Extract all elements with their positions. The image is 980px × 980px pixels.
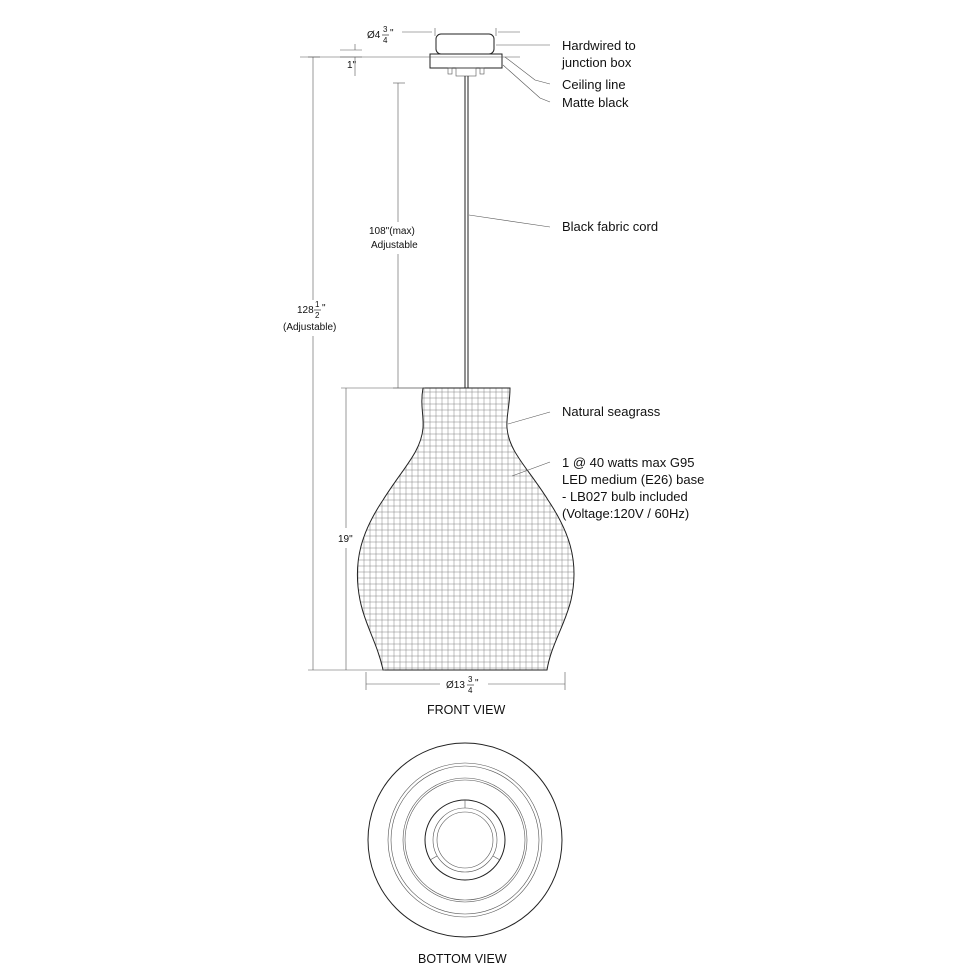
- canopy-nut: [456, 68, 476, 76]
- bottom-view-title: BOTTOM VIEW: [418, 952, 507, 966]
- dim-shade-height: [338, 388, 423, 670]
- bottom-socket: [437, 812, 493, 868]
- bottom-view: [368, 743, 562, 966]
- callout-bulb-2: LED medium (E26) base: [562, 472, 705, 487]
- callout-bulb-3: - LB027 bulb included: [562, 489, 688, 504]
- canopy-height-label: 1": [347, 60, 357, 71]
- dim-canopy-height: [340, 44, 362, 76]
- fabric-cord: [465, 76, 468, 388]
- svg-text:4: 4: [383, 36, 388, 45]
- callout-shade: Natural seagrass: [562, 404, 661, 419]
- callout-bulb-4: (Voltage:120V / 60Hz): [562, 506, 690, 521]
- svg-text:": ": [322, 303, 326, 314]
- leader-shade: [508, 412, 550, 424]
- bottom-rim-inner: [388, 763, 542, 917]
- leader-cord: [469, 215, 550, 227]
- callout-finish: Matte black: [562, 95, 629, 110]
- svg-text:": ": [475, 678, 479, 689]
- callouts: [469, 38, 704, 521]
- bottom-outer-rim: [368, 743, 562, 937]
- canopy: [300, 34, 520, 76]
- canopy-cap: [436, 34, 494, 54]
- callout-bulb-1: 1 @ 40 watts max G95: [562, 455, 695, 470]
- cord-length-label: 108"(max): [369, 226, 415, 237]
- callout-cord: Black fabric cord: [562, 219, 659, 234]
- overall-height-note: (Adjustable): [283, 322, 337, 333]
- dim-shade-diameter: [366, 672, 565, 695]
- callout-junction-1: Hardwired to: [562, 38, 636, 53]
- svg-text:4: 4: [468, 686, 473, 695]
- shade-diameter-label: Ø13: [446, 680, 465, 691]
- leader-ceiling: [505, 57, 550, 84]
- svg-text:2: 2: [315, 311, 320, 320]
- svg-text:3: 3: [383, 25, 388, 34]
- dim-canopy-diameter: [367, 25, 520, 45]
- callout-ceiling: Ceiling line: [562, 77, 626, 92]
- canopy-plate: [430, 54, 502, 68]
- dim-cord-length: [369, 83, 425, 388]
- front-view-title: FRONT VIEW: [427, 703, 506, 717]
- canopy-diameter-label: Ø4: [367, 30, 381, 41]
- front-view: [283, 25, 582, 717]
- overall-height-label: 128: [297, 305, 314, 316]
- svg-text:": ": [390, 28, 394, 39]
- svg-text:3: 3: [468, 675, 473, 684]
- cord-length-note: Adjustable: [371, 240, 418, 251]
- bottom-shade-opening: [403, 778, 527, 902]
- seagrass-shade: [355, 386, 582, 672]
- shade-height-label: 19": [338, 534, 353, 545]
- leader-finish: [503, 65, 550, 102]
- svg-text:1: 1: [315, 300, 320, 309]
- callout-junction-2: junction box: [562, 55, 632, 70]
